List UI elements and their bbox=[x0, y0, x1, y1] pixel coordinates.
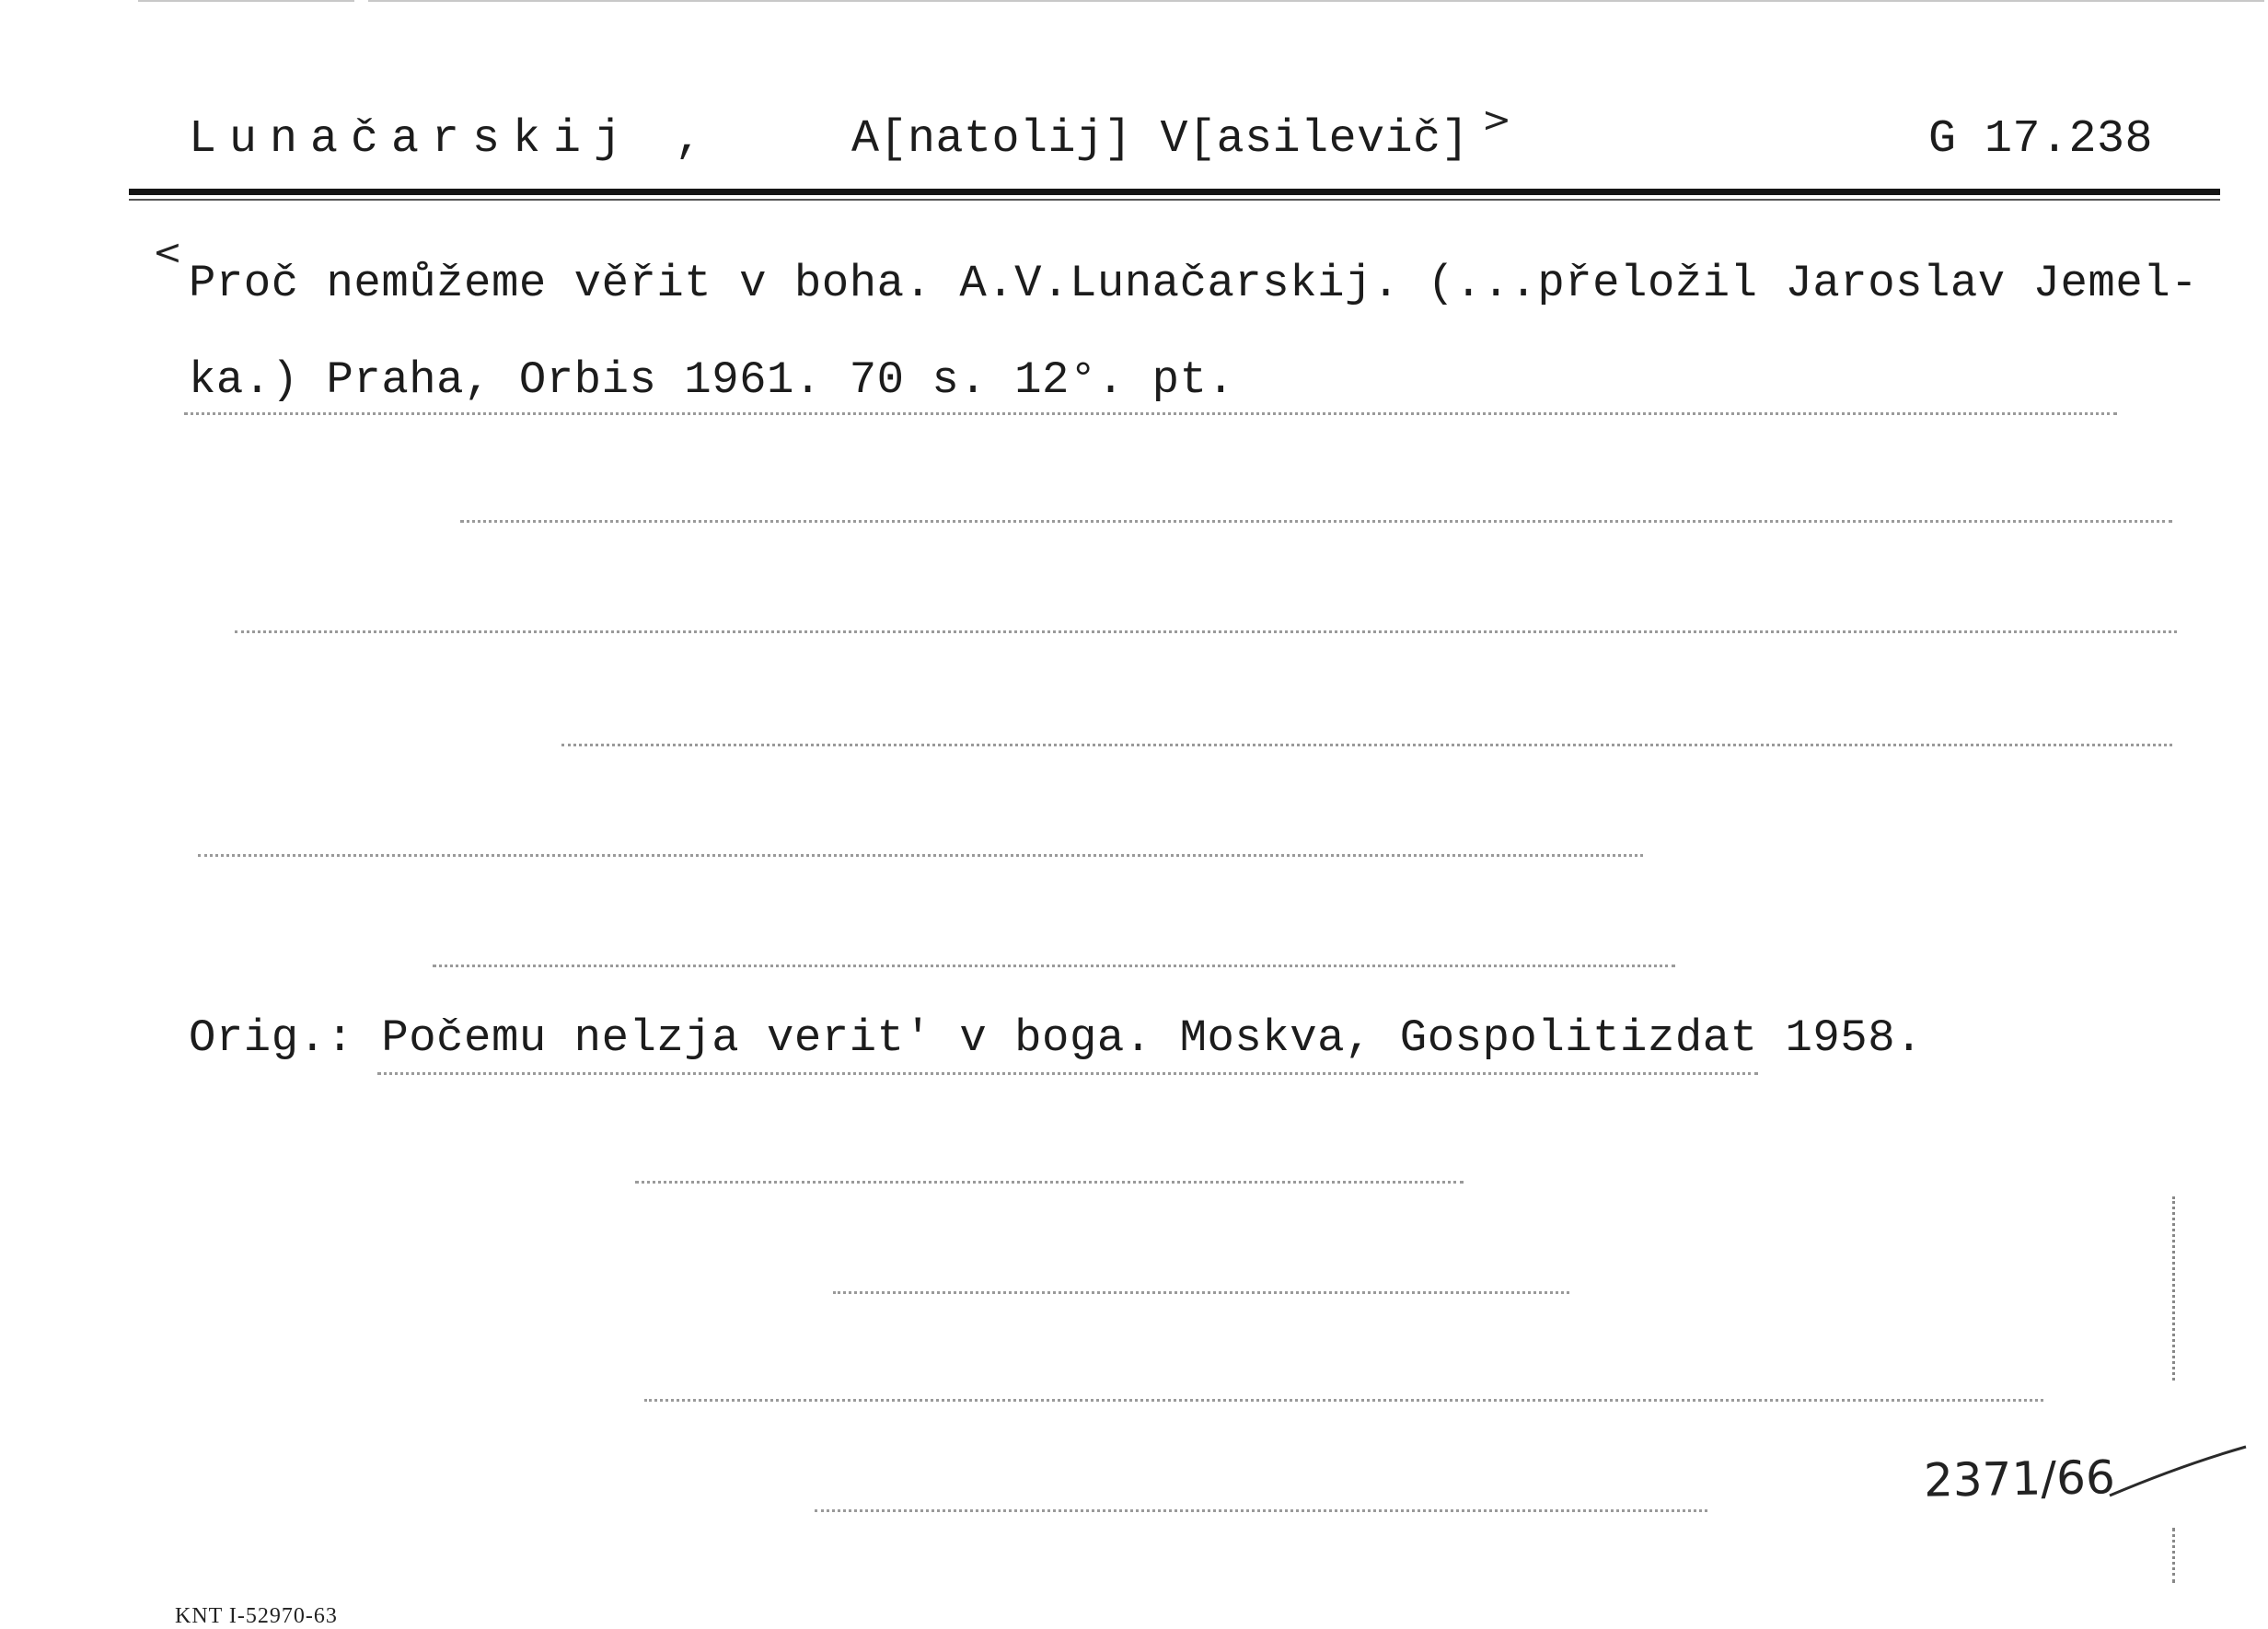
author-given-names: A[natolij] V[asilevič] bbox=[851, 113, 1470, 166]
title-line-2: ka.) Praha, Orbis 1961. 70 s. 12°. pt. bbox=[189, 354, 1235, 406]
insertion-mark: < bbox=[153, 232, 182, 272]
original-title-note: Orig.: Počemu nelzja verit' v boga. Moskva, Gospolitizdat 1958. bbox=[189, 1012, 1924, 1064]
accession-number: 2371/66 bbox=[1923, 1450, 2116, 1508]
title-line-1: Proč nemůžeme věřit v boha. A.V.Lunačarskij. (...přeložil Jaroslav Jemel- bbox=[189, 258, 2199, 309]
author-surname: Lunačarskij , bbox=[189, 113, 716, 166]
shelf-mark: G 17.238 bbox=[1928, 113, 2154, 166]
print-code: KNT I-52970-63 bbox=[175, 1604, 338, 1628]
insertion-mark: > bbox=[1482, 99, 1511, 140]
